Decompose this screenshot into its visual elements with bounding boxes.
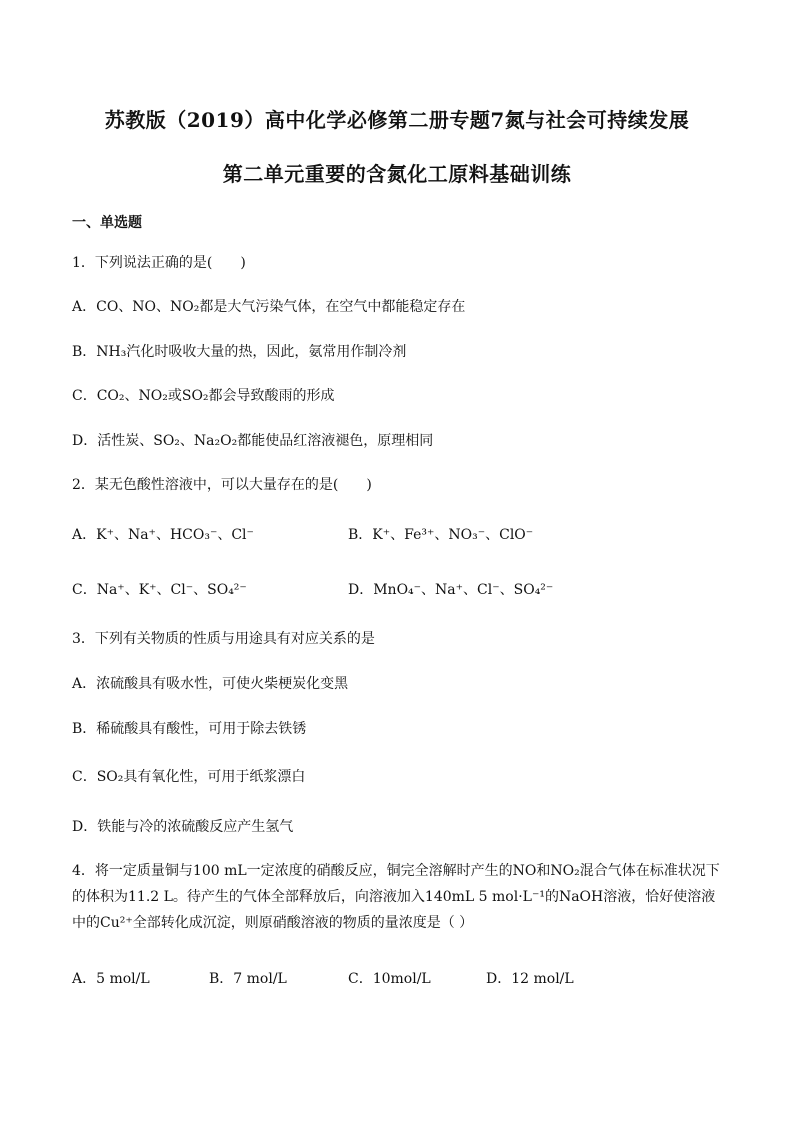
q3-option-c: C．SO₂具有氧化性，可用于纸浆漂白: [72, 769, 306, 785]
q3-option-a: A．浓硫酸具有吸水性，可使火柴梗炭化变黑: [72, 676, 349, 692]
q1-option-b: B．NH₃汽化时吸收大量的热，因此，氨常用作制冷剂: [72, 344, 407, 360]
q1-option-d: D．活性炭、SO₂、Na₂O₂都能使品红溶液褪色，原理相同: [72, 433, 434, 449]
q2-option-a: A．K⁺、Na⁺、HCO₃⁻、Cl⁻: [72, 527, 254, 543]
q4-option-d: D．12 mol/L: [486, 971, 574, 987]
section-heading: 一、单选题: [72, 215, 142, 231]
q2-option-c: C．Na⁺、K⁺、Cl⁻、SO₄²⁻: [72, 582, 247, 598]
q1-option-c: C．CO₂、NO₂或SO₂都会导致酸雨的形成: [72, 388, 335, 404]
q3-option-b: B．稀硫酸具有酸性，可用于除去铁锈: [72, 721, 307, 737]
q4-option-c: C．10mol/L: [348, 971, 431, 987]
q1-stem: 1．下列说法正确的是( ): [72, 255, 246, 271]
q4-option-b: B．7 mol/L: [209, 971, 287, 987]
q2-option-d: D．MnO₄⁻、Na⁺、Cl⁻、SO₄²⁻: [348, 582, 554, 598]
q1-option-a: A．CO、NO、NO₂都是大气污染气体，在空气中都能稳定存在: [72, 299, 466, 315]
q4-option-a: A．5 mol/L: [72, 971, 150, 987]
document-title-line1: 苏教版（2019）高中化学必修第二册专题7氮与社会可持续发展: [104, 108, 690, 132]
q4-stem: 4．将一定质量铜与100 mL一定浓度的硝酸反应，铜完全溶解时产生的NO和NO₂混合气体在标准状况下的体积为11.2 L。待产生的气体全部释放后，向溶液加入140mL 5 mol·L⁻¹的NaOH溶液，恰好使溶液中的Cu²⁺全部转化成沉淀，则原硝酸溶液的物质的量浓度是（ ）: [72, 863, 720, 931]
document-title-line2: 第二单元重要的含氮化工原料基础训练: [222, 162, 572, 186]
q3-option-d: D．铁能与冷的浓硫酸反应产生氢气: [72, 819, 294, 835]
q3-stem: 3．下列有关物质的性质与用途具有对应关系的是: [72, 631, 375, 647]
q2-option-b: B．K⁺、Fe³⁺、NO₃⁻、ClO⁻: [348, 527, 534, 543]
q2-stem: 2．某无色酸性溶液中，可以大量存在的是( ): [72, 477, 372, 493]
